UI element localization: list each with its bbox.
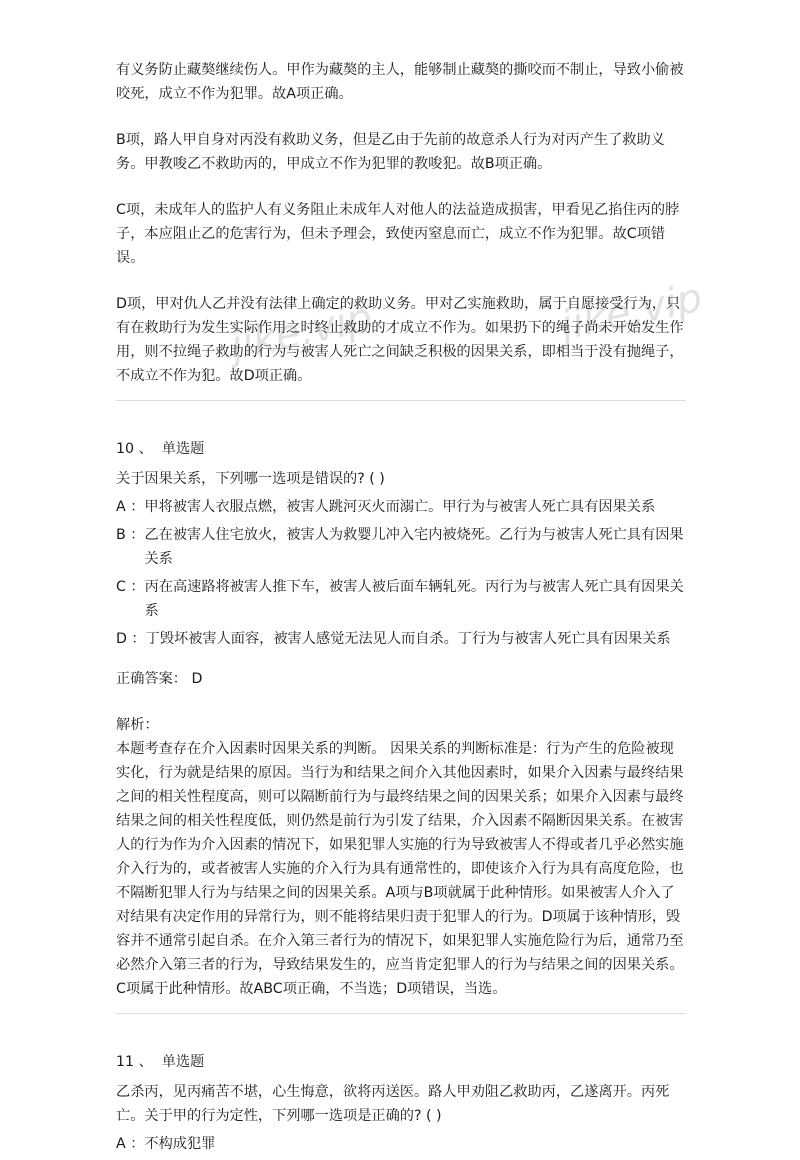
explanation-paragraph-c: C项，未成年人的监护人有义务阻止未成年人对他人的法益造成损害，甲看见乙掐住丙的脖子，本应阻止乙的危害行为，但未予理会，致使丙窒息而亡，成立不作为犯罪。故C项错误。 [116,202,680,266]
question-header [116,437,686,461]
answer-value: D [191,671,203,687]
option-text: 丙在高速路将被害人推下车，被害人被后面车辆轧死。丙行为与被害人死亡具有因果关系 [144,579,684,619]
question-11 [116,1050,686,1156]
question-text: 乙杀丙，见丙痛苦不堪，心生悔意，欲将丙送医。路人甲劝阻乙救助丙，乙遂离开。丙死亡。关于甲的行为定性，下列哪一选项是正确的? ( ) [116,1084,670,1124]
question-10 [116,437,686,1001]
option-text: 甲将被害人衣服点燃，被害人跳河灭火而溺亡。甲行为与被害人死亡具有因果关系 [144,499,656,515]
watermark: jike.vip [226,294,377,370]
option-key: B ： [116,527,145,543]
option-text: 丁毁坏被害人面容，被害人感觉无法见人而自杀。丁行为与被害人死亡具有因果关系 [145,631,671,647]
answer-label: 正确答案： [116,671,187,687]
option-c[interactable] [116,575,686,623]
option-a[interactable] [116,1132,686,1156]
option-d[interactable] [116,627,686,651]
question-type: 单选题 [161,1054,205,1070]
option-b[interactable] [116,523,686,571]
option-a[interactable] [116,495,686,519]
option-text: 不构成犯罪 [144,1136,216,1152]
section-divider [116,400,686,401]
question-text: 关于因果关系，下列哪一选项是错误的? ( ) [116,471,385,487]
option-key: D ： [116,631,146,647]
explanation-paragraph-a: 有义务防止藏獒继续伤人。甲作为藏獒的主人，能够制止藏獒的撕咬而不制止，导致小偷被咬死，成立不作为犯罪。故A项正确。 [116,62,684,102]
option-key: C ： [116,579,145,595]
analysis-label: 解析： [116,717,159,733]
option-key: A ： [116,1136,145,1152]
correct-answer [116,667,686,691]
question-header [116,1050,686,1074]
question-number: 10 、 [116,441,153,457]
question-number: 11 、 [116,1054,153,1070]
question-type: 单选题 [161,441,205,457]
analysis-text: 本题考查存在介入因素时因果关系的判断。 因果关系的判断标准是：行为产生的危险被现实化，行为就是结果的原因。当行为和结果之间介入其他因素时，如果介入因素与最终结果之间的相关性程度高，则可以隔断前行为与最终结果之间的因果关系；如果介入因素与最终结果之间的相关性程度低，则仍然是前行为引发了结果，介入因素不隔断因果关系。在被害人的行为作为介入因素的情况下，如果犯罪人实施的行为导致被害人不得或者几乎必然实施介入行为的，或者被害人实施的介入行为具有通常性的，即使该介入行为具有高度危险，也不隔断犯罪人行为与结果之间的因果关系。A项与B项就属于此种情形。如果被害人介入了对结果有决定作用的异常行为，则不能将结果归责于犯罪人的行为。D项属于该种情形，毁容并不通常引起自杀。在介入第三者行为的情况下，如果犯罪人实施危险行为后，通常乃至必然介入第三者的行为，导致结果发生的，应当肯定犯罪人的行为与结果之间的因果关系。C项属于此种情形。故ABC项正确，不当选；D项错误，当选。 [116,741,684,997]
section-divider [116,1013,686,1014]
watermark: jike.vip [556,274,707,350]
option-text: 乙在被害人住宅放火，被害人为救婴儿冲入宅内被烧死。乙行为与被害人死亡具有因果关系 [144,527,684,567]
document-page [116,58,686,1160]
explanation-paragraph-b: B项，路人甲自身对丙没有救助义务，但是乙由于先前的故意杀人行为对丙产生了救助义务。甲教唆乙不救助丙的，甲成立不作为犯罪的教唆犯。故B项正确。 [116,132,665,172]
option-key: A ： [116,499,145,515]
explanation-paragraph-d: D项，甲对仇人乙并没有法律上确定的救助义务。甲对乙实施救助，属于自愿接受行为，只有在救助行为发生实际作用之时终止救助的才成立不作为。如果扔下的绳子尚未开始发生作用，则不拉绳子救助的行为与被害人死亡之间缺乏积极的因果关系，即相当于没有抛绳子，不成立不作为犯。故D项正确。 [116,296,684,384]
